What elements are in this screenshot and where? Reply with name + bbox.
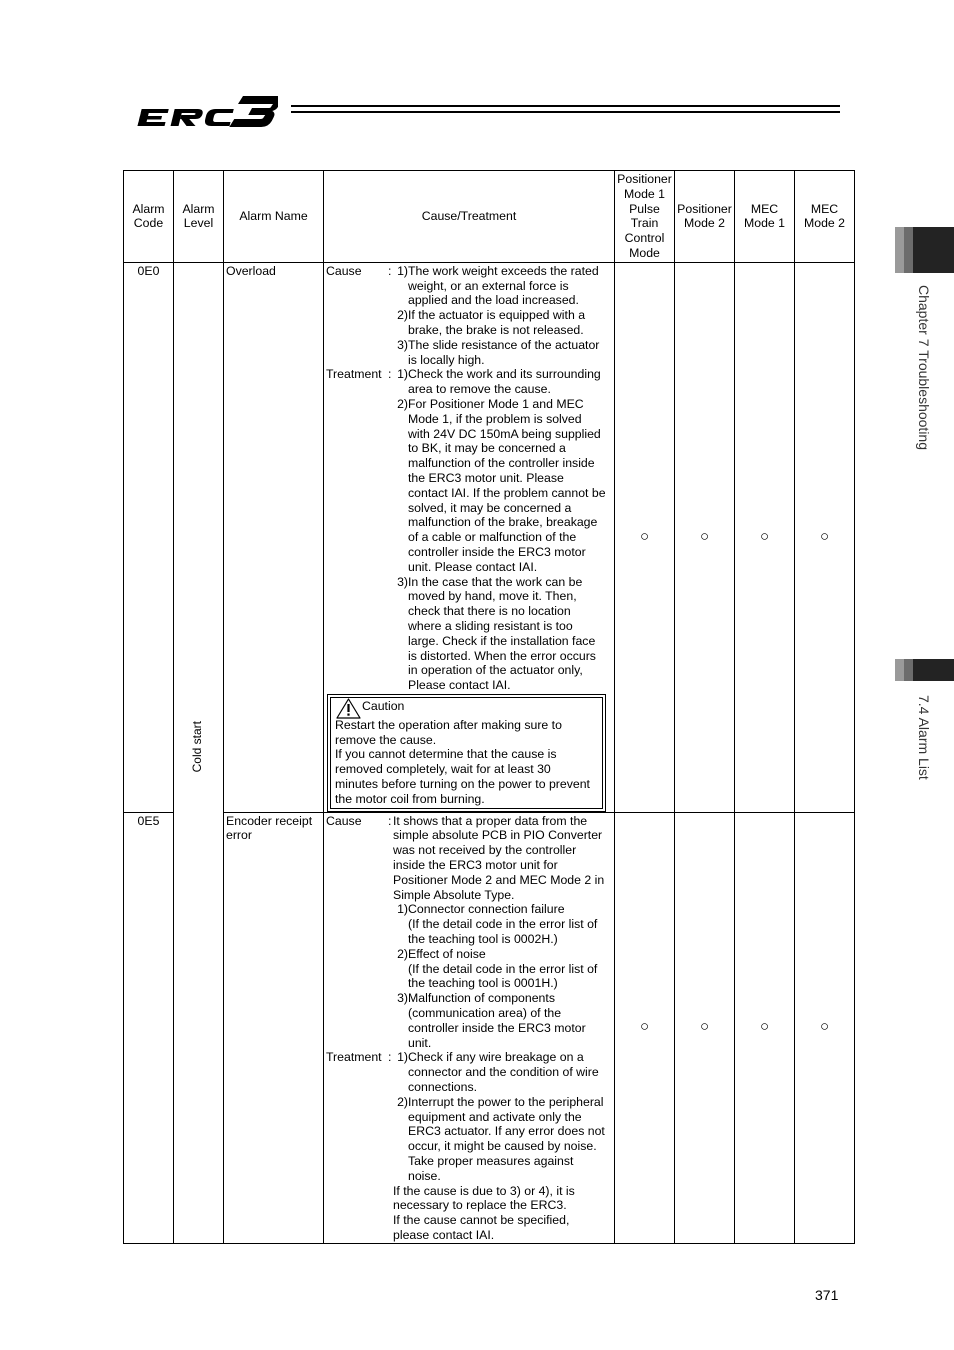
line-text: ERC3 actuator. If any error does not [408,1124,605,1139]
cause-list [326,814,613,1051]
text-line [326,397,613,412]
caution-text [335,718,598,807]
text-line [326,308,613,323]
line-text: Malfunction of components [408,991,555,1006]
section-label: Cause [326,263,362,278]
line-text: necessary to replace the ERC3. [393,1198,567,1213]
text-line [326,917,613,932]
section-label: Treatment [326,367,382,382]
header-alarm-level: Alarm Level [174,171,224,263]
header-alarm-name: Alarm Name [224,171,324,263]
line-text: solved, it may be concerned a [408,500,572,515]
text-line [326,634,613,649]
line-text: Interrupt the power to the peripheral [408,1094,604,1109]
text-line [326,962,613,977]
text-line [326,873,613,888]
line-text: was not received by the controller [393,843,577,858]
text-line [326,575,613,590]
text-line [326,1021,613,1036]
header-rule-top [291,105,840,107]
line-text: noise. [408,1168,441,1183]
text-line [326,545,613,560]
line-text: The slide resistance of the actuator [408,337,600,352]
caution-box [327,694,606,812]
text-line [326,353,613,368]
text-line [326,530,613,545]
cause-treatment-cell [324,812,615,1243]
line-text: Please contact IAI. [408,678,511,693]
text-line [326,947,613,962]
item-number: 2) [397,1094,408,1109]
line-text: moved by hand, move it. Then, [408,589,577,604]
text-line [326,427,613,442]
line-text: weight, or an external force is [408,278,569,293]
text-line [326,843,613,858]
line-text: Simple Absolute Type. [393,887,515,902]
support-mark-positioner-mode-2: ○ [675,812,735,1243]
line-text: the teaching tool is 0002H.) [408,932,558,947]
text-line [326,976,613,991]
line-text: in operation of the actuator only, [408,663,583,678]
chapter-tab-marker [895,227,954,273]
text-line [326,663,613,678]
text-line [326,1139,613,1154]
header-positioner-mode-1: Positioner Mode 1 Pulse Train Control Mode [615,171,675,263]
support-mark-mec-mode-1: ○ [735,262,795,812]
page-number: 371 [815,1287,839,1303]
line-text: (If the detail code in the error list of [408,917,598,932]
table-row [124,262,855,812]
text-line [326,932,613,947]
treatment-list [326,1050,613,1242]
line-text: brake, the brake is not released. [408,322,584,337]
text-line [326,858,613,873]
line-text: with 24V DC 150mA being supplied [408,426,601,441]
alarm-level-text: Cold start [190,720,204,773]
cause-treatment-cell [324,262,615,812]
line-text: malfunction of the controller inside [408,456,595,471]
caution-title: Caution [362,698,405,713]
erc3-logo [136,92,278,128]
header-mec-mode-1: MEC Mode 1 [735,171,795,263]
text-line [326,1080,613,1095]
line-text: controller inside the ERC3 motor [408,1020,586,1035]
text-line [326,323,613,338]
text-line [326,1095,613,1110]
support-mark-positioner-mode-1: ○ [615,812,675,1243]
erc3-logo-graphic [136,92,278,128]
item-number: 3) [397,574,408,589]
text-line [326,991,613,1006]
alarm-name-cell: Overload [224,262,324,812]
text-line [326,1006,613,1021]
line-text: The work weight exceeds the rated [408,263,599,278]
section-colon: : [388,813,392,828]
header-rule-bottom [291,111,840,113]
line-text: simple absolute PCB in PIO Converter [393,828,603,843]
text-line [326,1184,613,1199]
text-line [326,501,613,516]
line-text: Take proper measures against [408,1154,574,1168]
header-cause-treatment: Cause/Treatment [324,171,615,263]
line-text: Check the work and its surrounding [408,367,601,382]
table-row [124,812,855,1243]
line-text: unit. [408,1035,432,1050]
line-text: where a sliding resistant is too [408,618,573,633]
warning-triangle-icon [336,698,361,719]
item-number: 1) [397,263,408,278]
text-line [326,828,613,843]
text-line [326,1198,613,1213]
item-number: 3) [397,991,408,1006]
text-line [326,902,613,917]
caution-line: the motor coil from burning. [335,791,485,806]
line-text: of a cable or malfunction of the [408,530,577,545]
text-line [326,338,613,353]
line-text: (If the detail code in the error list of [408,961,598,976]
alarm-code-cell: 0E0 [124,262,174,812]
support-mark-positioner-mode-1: ○ [615,262,675,812]
support-mark-mec-mode-2: ○ [795,812,855,1243]
caution-line: Restart the operation after making sure to [335,717,562,732]
line-text: applied and the load increased. [408,293,579,308]
text-line [326,1036,613,1051]
line-text: inside the ERC3 motor unit for [393,858,558,873]
text-line [326,560,613,575]
text-line [326,678,613,693]
text-line [326,382,613,397]
text-line [326,293,613,308]
section-label: Treatment [326,1050,382,1065]
table-header-row [124,171,855,263]
line-text: malfunction of the brake, breakage [408,515,598,530]
text-line [326,1154,613,1169]
item-number: 1) [397,902,408,917]
chapter-tab-label: Chapter 7 Troubleshooting [916,285,932,450]
support-mark-mec-mode-2: ○ [795,262,855,812]
text-line [326,1050,613,1065]
text-line [326,486,613,501]
text-line [326,619,613,634]
line-text: occur, it might be caused by noise. [408,1139,597,1154]
header-mec-mode-2: MEC Mode 2 [795,171,855,263]
line-text: Effect of noise [408,946,486,961]
section-colon: : [388,367,392,382]
text-line [326,1169,613,1184]
line-text: In the case that the work can be [408,574,583,589]
section-colon: : [388,263,392,278]
header-positioner-mode-2: Positioner Mode 2 [675,171,735,263]
text-line [326,1124,613,1139]
line-text: For Positioner Mode 1 and MEC [408,396,584,411]
line-text: the ERC3 motor unit. Please [408,470,564,485]
section-colon: : [388,1050,392,1065]
line-text: (communication area) of the [408,1006,562,1021]
item-number: 1) [397,367,408,382]
section-tab-marker [895,659,954,681]
line-text: is locally high. [408,352,485,367]
line-text: is distorted. When the error occurs [408,648,596,663]
text-line [326,515,613,530]
line-text: controller inside the ERC3 motor [408,544,586,559]
line-text: Mode 1, if the problem is solved [408,411,582,426]
item-number: 3) [397,337,408,352]
line-text: If the actuator is equipped with a [408,308,586,323]
text-line [326,1228,613,1243]
line-text: If the cause cannot be specified, [393,1213,570,1228]
line-text: equipment and activate only the [408,1109,582,1124]
text-line [326,471,613,486]
line-text: It shows that a proper data from the [393,813,588,828]
support-mark-mec-mode-1: ○ [735,812,795,1243]
text-line [326,367,613,382]
text-line [326,1065,613,1080]
caution-line: minutes before turning on the power to prevent [335,777,590,792]
support-mark-positioner-mode-2: ○ [675,262,735,812]
line-text: connector and the condition of wire [408,1065,599,1080]
line-text: area to remove the cause. [408,382,551,397]
caution-line: remove the cause. [335,732,437,747]
text-line [326,1213,613,1228]
item-number: 2) [397,946,408,961]
line-text: contact IAI. If the problem cannot be [408,485,606,500]
line-text: please contact IAI. [393,1227,495,1242]
item-number: 2) [397,396,408,411]
alarm-name-cell: Encoder receipt error [224,812,324,1243]
line-text: check that there is no location [408,604,571,619]
line-text: Positioner Mode 2 and MEC Mode 2 in [393,872,605,887]
item-number: 2) [397,308,408,323]
text-line [326,441,613,456]
cause-list [326,264,613,368]
line-text: If the cause is due to 3) or 4), it is [393,1183,575,1198]
line-text: large. Check if the installation face [408,633,596,648]
caution-line: If you cannot determine that the cause is [335,747,557,762]
item-number: 1) [397,1050,408,1065]
text-line [326,279,613,294]
text-line [326,589,613,604]
header-alarm-code: Alarm Code [124,171,174,263]
text-line [326,1110,613,1125]
line-text: Connector connection failure [408,902,565,917]
line-text: to BK, it may be concerned a [408,441,566,456]
text-line [326,604,613,619]
alarm-code-cell: 0E5 [124,812,174,1243]
alarm-level-cell [174,262,224,1243]
text-line [326,888,613,903]
line-text: connections. [408,1080,478,1095]
section-label: Cause [326,813,362,828]
treatment-list [326,367,613,693]
text-line [326,412,613,427]
line-text: the teaching tool is 0001H.) [408,976,558,991]
text-line [326,456,613,471]
line-text: unit. Please contact IAI. [408,559,538,574]
line-text: Check if any wire breakage on a [408,1050,584,1065]
alarm-list-table [123,170,855,1244]
text-line [326,264,613,279]
text-line [326,649,613,664]
section-tab-label: 7.4 Alarm List [916,695,932,780]
text-line [326,814,613,829]
caution-line: removed completely, wait for at least 30 [335,762,551,777]
